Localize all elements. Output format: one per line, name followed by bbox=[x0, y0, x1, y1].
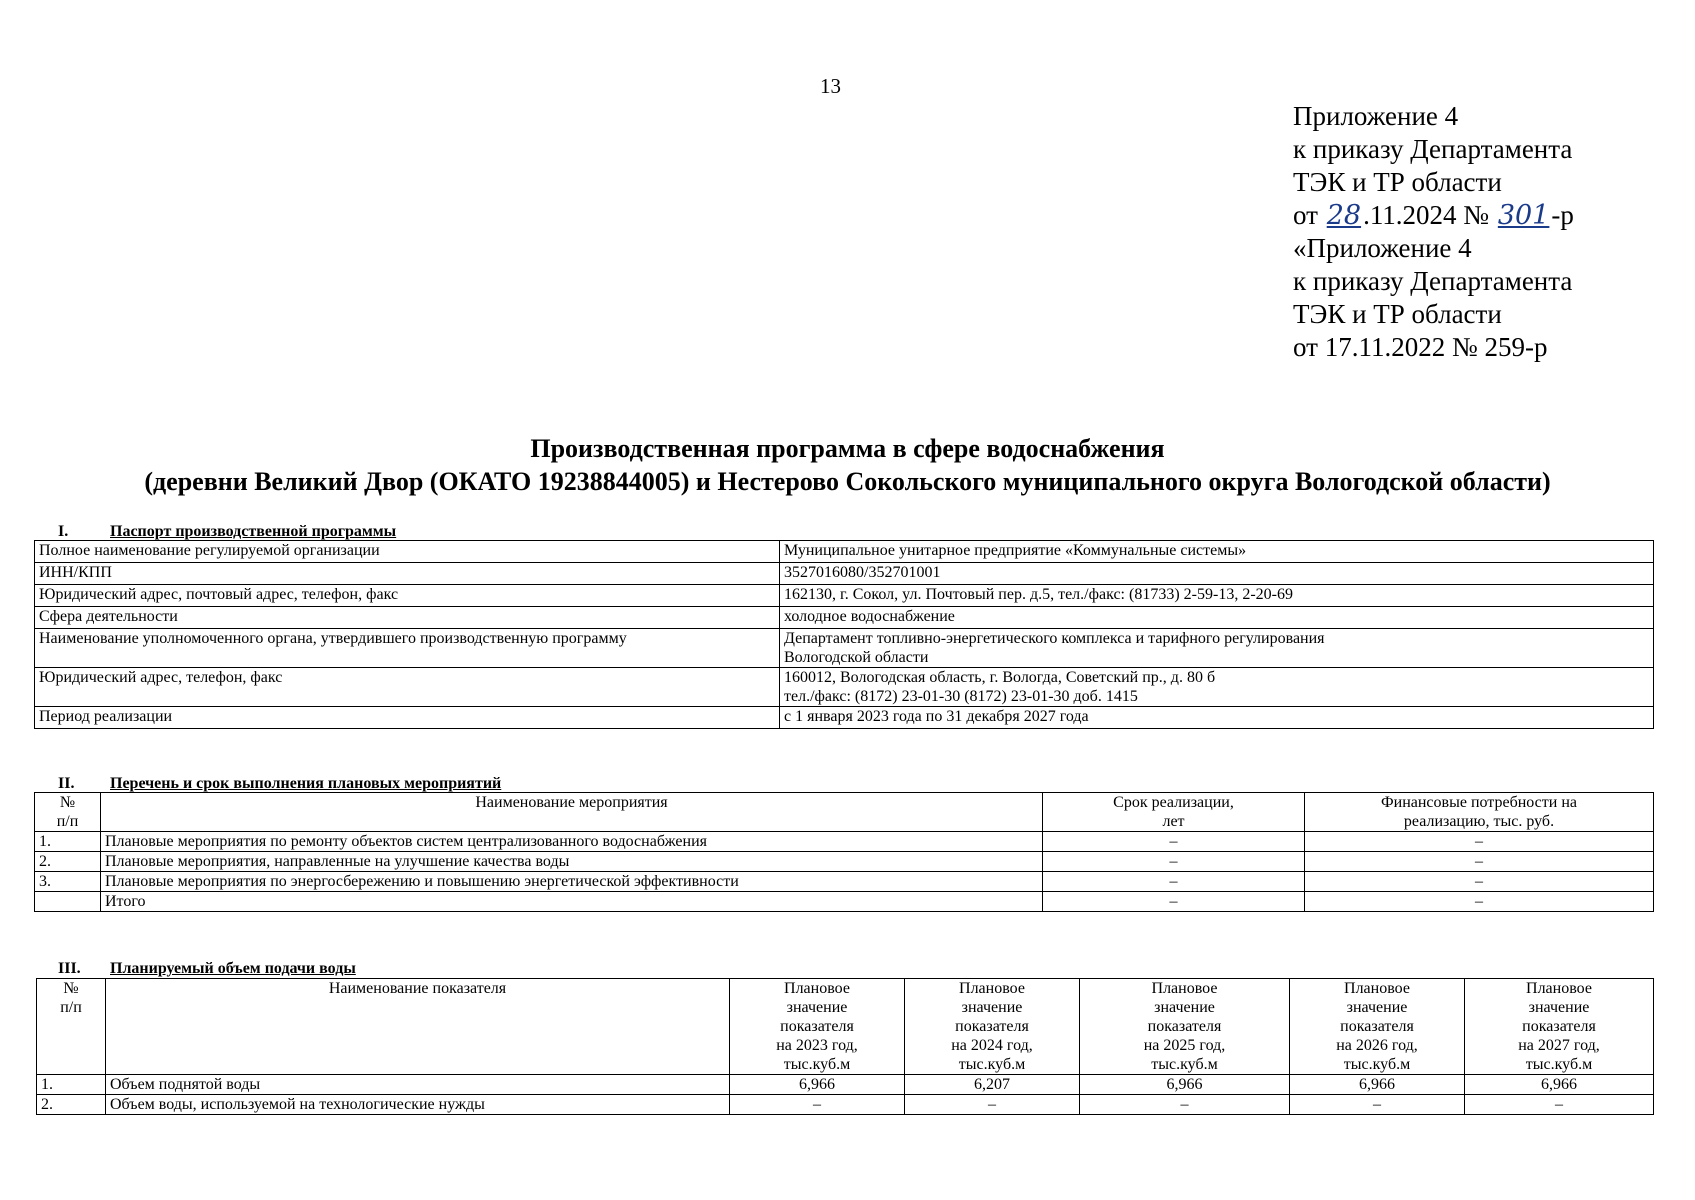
passport-label: Сфера деятельности bbox=[35, 607, 780, 629]
header-term: Срок реализации, лет bbox=[1043, 793, 1305, 832]
section-3-heading bbox=[58, 960, 356, 978]
row-term: – bbox=[1043, 872, 1305, 892]
row-finance: – bbox=[1305, 872, 1654, 892]
row-name: Плановые мероприятия по энергосбережению и повышению энергетической эффективности bbox=[101, 872, 1043, 892]
row-finance: – bbox=[1305, 832, 1654, 852]
appendix-block bbox=[1293, 100, 1574, 364]
appendix-line: Приложение 4 bbox=[1293, 101, 1459, 131]
appendix-line: к приказу Департамента bbox=[1293, 134, 1573, 164]
value-2026: 6,966 bbox=[1290, 1075, 1465, 1095]
row-name: Плановые мероприятия, направленные на улучшение качества воды bbox=[101, 852, 1043, 872]
table-row bbox=[35, 892, 1654, 912]
appendix-line: ТЭК и ТР области bbox=[1293, 299, 1502, 329]
value-line: Департамент топливно-энергетического комплекса и тарифного регулирования bbox=[784, 630, 1325, 647]
section-title: Перечень и срок выполнения плановых мероприятий bbox=[110, 775, 502, 792]
passport-label: Юридический адрес, телефон, факс bbox=[35, 668, 780, 707]
date-rest: .11.2024 № bbox=[1363, 200, 1490, 230]
section-title: Паспорт производственной программы bbox=[110, 523, 397, 540]
appendix-line: к приказу Департамента bbox=[1293, 266, 1573, 296]
value-2024: – bbox=[905, 1095, 1080, 1115]
table-row bbox=[35, 563, 1654, 585]
row-term: – bbox=[1043, 832, 1305, 852]
header-year-2025: Плановое значение показателя на 2025 год, тыс.куб.м bbox=[1080, 979, 1290, 1075]
row-name: Объем воды, используемой на технологические нужды bbox=[106, 1095, 730, 1115]
section-title: Планируемый объем подачи воды bbox=[110, 960, 356, 977]
section-roman: III. bbox=[58, 960, 81, 977]
value-2023: 6,966 bbox=[730, 1075, 905, 1095]
passport-label: Полное наименование регулируемой организации bbox=[35, 541, 780, 563]
value-2027: – bbox=[1465, 1095, 1654, 1115]
value-2027: 6,966 bbox=[1465, 1075, 1654, 1095]
table-row bbox=[35, 607, 1654, 629]
table-row bbox=[35, 585, 1654, 607]
table-row bbox=[35, 707, 1654, 729]
water-supply-table bbox=[36, 978, 1654, 1115]
section-roman: I. bbox=[58, 523, 69, 540]
title-line-1: Производственная программа в сфере водоснабжения bbox=[530, 434, 1165, 463]
header-year-2027: Плановое значение показателя на 2027 год, тыс.куб.м bbox=[1465, 979, 1654, 1075]
header-name: Наименование показателя bbox=[106, 979, 730, 1075]
header-finance: Финансовые потребности на реализацию, тыс. руб. bbox=[1305, 793, 1654, 832]
table-row bbox=[35, 852, 1654, 872]
value-2024: 6,207 bbox=[905, 1075, 1080, 1095]
handwritten-day: 28 bbox=[1326, 200, 1362, 231]
table-header-row bbox=[35, 793, 1654, 832]
table-row bbox=[35, 629, 1654, 668]
title-line-2: (деревни Великий Двор (ОКАТО 19238844005) и Нестерово Сокольского муниципального округа Вологодской области) bbox=[144, 467, 1551, 496]
passport-label: Период реализации bbox=[35, 707, 780, 729]
value-line: тел./факс: (8172) 23-01-30 (8172) 23-01-30 доб. 1415 bbox=[784, 688, 1138, 705]
section-roman: II. bbox=[58, 775, 75, 792]
section-1-heading bbox=[58, 523, 396, 541]
row-num: 3. bbox=[35, 872, 101, 892]
row-name: Итого bbox=[101, 892, 1043, 912]
appendix-order-date bbox=[1293, 199, 1574, 232]
passport-label: Юридический адрес, почтовый адрес, телефон, факс bbox=[35, 585, 780, 607]
page-number: 13 bbox=[820, 74, 841, 98]
passport-label: ИНН/КПП bbox=[35, 563, 780, 585]
value-2023: – bbox=[730, 1095, 905, 1115]
row-finance: – bbox=[1305, 892, 1654, 912]
row-num: 2. bbox=[35, 852, 101, 872]
document-title bbox=[0, 432, 1695, 498]
passport-value: Муниципальное унитарное предприятие «Коммунальные системы» bbox=[780, 541, 1654, 563]
row-name: Объем поднятой воды bbox=[106, 1075, 730, 1095]
table-header-row bbox=[37, 979, 1654, 1075]
header-name: Наименование мероприятия bbox=[101, 793, 1043, 832]
handwritten-number: 301 bbox=[1497, 200, 1550, 231]
header-year-2024: Плановое значение показателя на 2024 год, тыс.куб.м bbox=[905, 979, 1080, 1075]
row-name: Плановые мероприятия по ремонту объектов систем централизованного водоснабжения bbox=[101, 832, 1043, 852]
row-term: – bbox=[1043, 852, 1305, 872]
date-prefix: от bbox=[1293, 200, 1318, 230]
passport-value bbox=[780, 668, 1654, 707]
table-row bbox=[37, 1095, 1654, 1115]
appendix-line: «Приложение 4 bbox=[1293, 233, 1472, 263]
row-finance: – bbox=[1305, 852, 1654, 872]
row-num: 1. bbox=[35, 832, 101, 852]
value-line: 160012, Вологодская область, г. Вологда, Советский пр., д. 80 б bbox=[784, 669, 1216, 686]
table-row bbox=[35, 832, 1654, 852]
row-term: – bbox=[1043, 892, 1305, 912]
passport-value: с 1 января 2023 года по 31 декабря 2027 года bbox=[780, 707, 1654, 729]
passport-value: холодное водоснабжение bbox=[780, 607, 1654, 629]
table-row bbox=[35, 668, 1654, 707]
table-row bbox=[35, 872, 1654, 892]
appendix-line: от 17.11.2022 № 259-р bbox=[1293, 332, 1548, 362]
header-num: № п/п bbox=[37, 979, 106, 1075]
row-num: 1. bbox=[37, 1075, 106, 1095]
value-line: Вологодской области bbox=[784, 649, 929, 666]
passport-value bbox=[780, 629, 1654, 668]
value-2026: – bbox=[1290, 1095, 1465, 1115]
passport-value: 3527016080/352701001 bbox=[780, 563, 1654, 585]
table-row bbox=[37, 1075, 1654, 1095]
passport-table bbox=[34, 540, 1654, 729]
row-num bbox=[35, 892, 101, 912]
value-2025: 6,966 bbox=[1080, 1075, 1290, 1095]
measures-table bbox=[34, 792, 1654, 912]
number-suffix: -р bbox=[1551, 200, 1574, 230]
passport-value: 162130, г. Сокол, ул. Почтовый пер. д.5, тел./факс: (81733) 2-59-13, 2-20-69 bbox=[780, 585, 1654, 607]
appendix-line: ТЭК и ТР области bbox=[1293, 167, 1502, 197]
row-num: 2. bbox=[37, 1095, 106, 1115]
header-year-2023: Плановое значение показателя на 2023 год, тыс.куб.м bbox=[730, 979, 905, 1075]
header-num: № п/п bbox=[35, 793, 101, 832]
section-2-heading bbox=[58, 775, 501, 793]
table-row bbox=[35, 541, 1654, 563]
value-2025: – bbox=[1080, 1095, 1290, 1115]
passport-label: Наименование уполномоченного органа, утвердившего производственную программу bbox=[35, 629, 780, 668]
header-year-2026: Плановое значение показателя на 2026 год, тыс.куб.м bbox=[1290, 979, 1465, 1075]
